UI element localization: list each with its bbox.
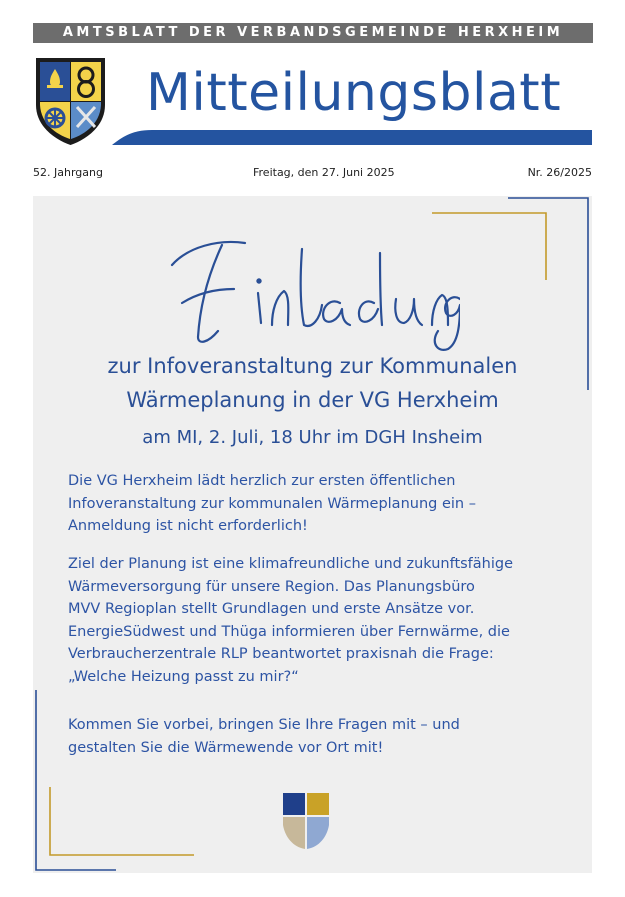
- issue-date: Freitag, den 27. Juni 2025: [253, 166, 395, 179]
- subtitle-line-1: zur Infoveranstaltung zur Kommunalen: [107, 354, 518, 378]
- einladung-lettering: [160, 225, 460, 355]
- publication-title: Mitteilungsblatt: [146, 63, 562, 123]
- shield-logo-icon: [281, 791, 331, 851]
- subtitle-line-2: Wärmeplanung in der VG Herxheim: [126, 388, 499, 412]
- paragraph-intro: Die VG Herxheim lädt herzlich zur ersten öffentlichen Infoveranstaltung zur kommunalen Wärmeplanung ein – Anmeldung ist nicht erforderlich!: [68, 473, 476, 535]
- paragraph-closing: Kommen Sie vorbei, bringen Sie Ihre Fragen mit – und gestalten Sie die Wärmewende vor Ort mit!: [68, 717, 460, 756]
- paragraph-goal: Ziel der Planung ist eine klimafreundliche und zukunftsfähige Wärmeversorgung für unsere Region. Das Planungsbüro MVV Regioplan stellt Grundlagen und erste Ansätze vor. EnergieSüdwest und Thüga informieren über Fernwärme, die Verbraucherzentrale RLP beantwortet praxisnah die Frage: „Welche Heizung passt zu mir?“: [68, 556, 514, 685]
- issue-year: 52. Jahrgang: [33, 166, 103, 179]
- issue-number: Nr. 26/2025: [527, 166, 592, 179]
- masthead-bar: AMTSBLATT DER VERBANDSGEMEINDE HERXHEIM: [33, 23, 593, 43]
- script-title: [160, 225, 460, 355]
- event-details: am MI, 2. Juli, 18 Uhr im DGH Insheim: [142, 427, 483, 448]
